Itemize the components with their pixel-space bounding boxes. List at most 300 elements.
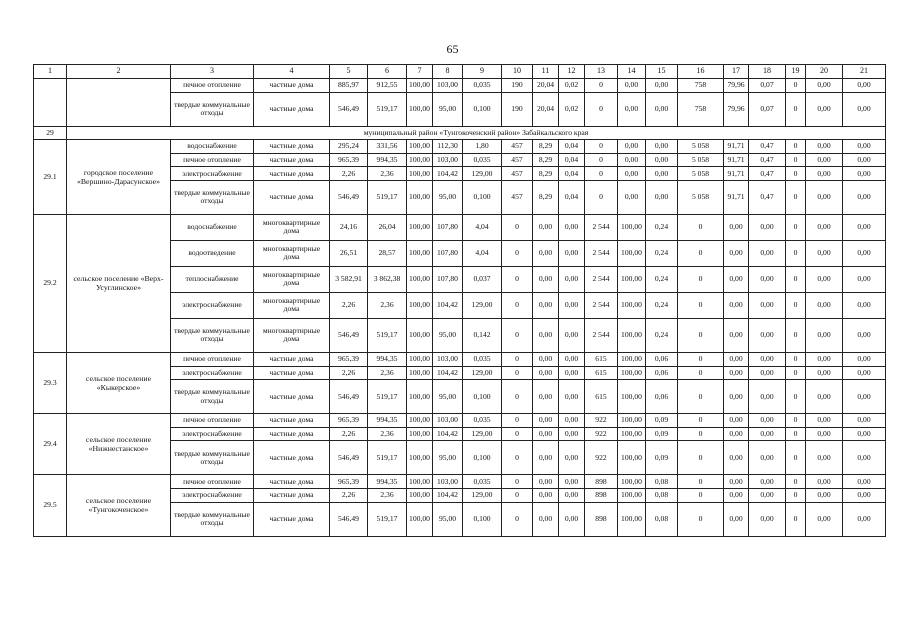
value-cell: 3 582,91 [330, 266, 368, 292]
section-row [34, 126, 886, 140]
value-cell: 0,08 [646, 488, 678, 502]
row-number-cell [34, 79, 67, 127]
value-cell: 0 [678, 427, 724, 441]
value-cell: 104,42 [433, 292, 463, 318]
value-cell: 95,00 [433, 441, 463, 475]
value-cell: 0,00 [533, 414, 559, 428]
header-cell: 14 [618, 65, 646, 79]
value-cell: 0,100 [463, 502, 502, 536]
value-cell: 0,08 [646, 502, 678, 536]
value-cell: 0,00 [559, 266, 585, 292]
value-cell: 26,04 [368, 214, 407, 240]
value-cell: 100,00 [407, 92, 433, 126]
value-cell: 519,17 [368, 180, 407, 214]
value-cell: 0 [585, 79, 618, 93]
value-cell: 0,00 [806, 502, 843, 536]
value-cell: 0,00 [843, 180, 886, 214]
table-row [34, 79, 886, 93]
value-cell: 5 058 [678, 140, 724, 154]
value-cell: 100,00 [618, 441, 646, 475]
value-cell: 0,100 [463, 92, 502, 126]
value-cell: 0 [502, 292, 533, 318]
value-cell: 0,00 [533, 366, 559, 380]
value-cell: 295,24 [330, 140, 368, 154]
value-cell: 0,00 [749, 266, 786, 292]
value-cell: 0,00 [618, 79, 646, 93]
value-cell: 2,26 [330, 366, 368, 380]
housing-type-cell: частные дома [254, 502, 330, 536]
value-cell: 0 [502, 214, 533, 240]
value-cell: 0,00 [646, 79, 678, 93]
value-cell: 0,04 [559, 140, 585, 154]
value-cell: 100,00 [618, 366, 646, 380]
value-cell: 0,00 [806, 427, 843, 441]
value-cell: 8,29 [533, 140, 559, 154]
value-cell: 0,035 [463, 79, 502, 93]
value-cell: 20,04 [533, 79, 559, 93]
value-cell: 0 [502, 502, 533, 536]
value-cell: 100,00 [407, 502, 433, 536]
value-cell: 0 [502, 380, 533, 414]
value-cell: 0,00 [559, 414, 585, 428]
value-cell: 0,07 [749, 92, 786, 126]
value-cell: 2 544 [585, 318, 618, 352]
service-cell: водоснабжение [171, 140, 254, 154]
header-cell: 17 [724, 65, 749, 79]
value-cell: 8,29 [533, 180, 559, 214]
value-cell: 0,00 [724, 214, 749, 240]
value-cell: 0 [786, 318, 806, 352]
housing-type-cell: частные дома [254, 414, 330, 428]
value-cell: 100,00 [618, 475, 646, 489]
value-cell: 104,42 [433, 488, 463, 502]
value-cell: 100,00 [407, 475, 433, 489]
value-cell: 3 862,38 [368, 266, 407, 292]
value-cell: 0,00 [559, 292, 585, 318]
value-cell: 0 [678, 441, 724, 475]
value-cell: 0,09 [646, 441, 678, 475]
housing-type-cell: частные дома [254, 153, 330, 167]
value-cell: 965,39 [330, 153, 368, 167]
value-cell: 0,09 [646, 414, 678, 428]
value-cell: 95,00 [433, 318, 463, 352]
value-cell: 457 [502, 140, 533, 154]
service-cell: электроснабжение [171, 488, 254, 502]
value-cell: 0,00 [724, 240, 749, 266]
value-cell: 95,00 [433, 502, 463, 536]
header-cell: 1 [34, 65, 67, 79]
header-cell: 9 [463, 65, 502, 79]
value-cell: 100,00 [407, 352, 433, 366]
value-cell: 519,17 [368, 92, 407, 126]
value-cell: 2,26 [330, 427, 368, 441]
value-cell: 0,00 [806, 441, 843, 475]
value-cell: 0,04 [559, 167, 585, 181]
header-cell: 16 [678, 65, 724, 79]
value-cell: 615 [585, 366, 618, 380]
value-cell: 100,00 [618, 427, 646, 441]
value-cell: 100,00 [407, 180, 433, 214]
value-cell: 0,24 [646, 240, 678, 266]
value-cell: 457 [502, 167, 533, 181]
value-cell: 5 058 [678, 153, 724, 167]
value-cell: 0,035 [463, 153, 502, 167]
value-cell: 0,00 [533, 380, 559, 414]
value-cell: 0,00 [806, 79, 843, 93]
value-cell: 100,00 [407, 414, 433, 428]
value-cell: 546,49 [330, 180, 368, 214]
value-cell: 0 [786, 441, 806, 475]
value-cell: 0 [786, 502, 806, 536]
housing-type-cell: частные дома [254, 366, 330, 380]
value-cell: 0,00 [749, 240, 786, 266]
housing-type-cell: частные дома [254, 180, 330, 214]
value-cell: 0,00 [749, 414, 786, 428]
value-cell: 0 [502, 441, 533, 475]
value-cell: 0,00 [646, 92, 678, 126]
value-cell: 0,00 [843, 140, 886, 154]
service-cell: электроснабжение [171, 427, 254, 441]
value-cell: 24,16 [330, 214, 368, 240]
value-cell: 20,04 [533, 92, 559, 126]
header-cell: 3 [171, 65, 254, 79]
value-cell: 100,00 [618, 352, 646, 366]
service-cell: электроснабжение [171, 167, 254, 181]
value-cell: 0,00 [724, 366, 749, 380]
value-cell: 0 [678, 266, 724, 292]
value-cell: 0 [786, 475, 806, 489]
value-cell: 5 058 [678, 180, 724, 214]
value-cell: 0 [786, 92, 806, 126]
value-cell: 0,00 [806, 240, 843, 266]
row-number-cell: 29.4 [34, 414, 67, 475]
value-cell: 100,00 [407, 140, 433, 154]
value-cell: 0,24 [646, 214, 678, 240]
value-cell: 0 [502, 427, 533, 441]
header-cell: 8 [433, 65, 463, 79]
value-cell: 0 [786, 214, 806, 240]
value-cell: 107,80 [433, 214, 463, 240]
header-cell: 19 [786, 65, 806, 79]
value-cell: 0,00 [559, 240, 585, 266]
value-cell: 0,00 [724, 488, 749, 502]
row-number-cell: 29.3 [34, 352, 67, 413]
value-cell: 103,00 [433, 79, 463, 93]
value-cell: 0 [678, 352, 724, 366]
value-cell: 0,00 [749, 352, 786, 366]
value-cell: 2,36 [368, 488, 407, 502]
value-cell: 615 [585, 380, 618, 414]
value-cell: 0,00 [806, 366, 843, 380]
settlement-cell: сельское поселение «Верх-Усуглинское» [67, 214, 171, 352]
value-cell: 0,00 [749, 488, 786, 502]
value-cell: 2,36 [368, 292, 407, 318]
table-row [34, 140, 886, 154]
value-cell: 0,06 [646, 380, 678, 414]
service-cell: печное отопление [171, 414, 254, 428]
value-cell: 0 [585, 167, 618, 181]
service-cell: твердые коммунальные отходы [171, 502, 254, 536]
value-cell: 922 [585, 441, 618, 475]
value-cell: 100,00 [407, 214, 433, 240]
value-cell: 0,00 [559, 352, 585, 366]
value-cell: 0,04 [559, 153, 585, 167]
value-cell: 100,00 [618, 502, 646, 536]
value-cell: 0,00 [533, 214, 559, 240]
value-cell: 100,00 [407, 427, 433, 441]
value-cell: 91,71 [724, 167, 749, 181]
value-cell: 0,00 [843, 167, 886, 181]
value-cell: 0,06 [646, 352, 678, 366]
value-cell: 0,00 [724, 292, 749, 318]
value-cell: 0,06 [646, 366, 678, 380]
value-cell: 0,47 [749, 167, 786, 181]
value-cell: 0,00 [843, 240, 886, 266]
value-cell: 0,00 [559, 366, 585, 380]
value-cell: 2 544 [585, 214, 618, 240]
value-cell: 107,80 [433, 240, 463, 266]
value-cell: 4,04 [463, 214, 502, 240]
value-cell: 0,47 [749, 180, 786, 214]
settlement-cell [67, 79, 171, 127]
value-cell: 0,00 [724, 414, 749, 428]
value-cell: 100,00 [407, 441, 433, 475]
value-cell: 0,00 [724, 266, 749, 292]
value-cell: 0,00 [533, 441, 559, 475]
value-cell: 965,39 [330, 352, 368, 366]
value-cell: 0,00 [749, 366, 786, 380]
value-cell: 0,00 [533, 266, 559, 292]
service-cell: электроснабжение [171, 292, 254, 318]
value-cell: 2,36 [368, 167, 407, 181]
row-number-cell: 29.1 [34, 140, 67, 215]
value-cell: 0 [502, 240, 533, 266]
header-cell: 5 [330, 65, 368, 79]
service-cell: твердые коммунальные отходы [171, 92, 254, 126]
value-cell: 0,00 [533, 240, 559, 266]
value-cell: 0,00 [843, 475, 886, 489]
housing-type-cell: частные дома [254, 488, 330, 502]
value-cell: 0 [585, 153, 618, 167]
table-row [34, 475, 886, 489]
value-cell: 0 [678, 318, 724, 352]
housing-type-cell: многоквартирные дома [254, 318, 330, 352]
value-cell: 0,00 [806, 380, 843, 414]
value-cell: 112,30 [433, 140, 463, 154]
value-cell: 0,00 [646, 153, 678, 167]
value-cell: 0,00 [806, 266, 843, 292]
value-cell: 0,00 [843, 318, 886, 352]
value-cell: 100,00 [407, 318, 433, 352]
housing-type-cell: многоквартирные дома [254, 292, 330, 318]
housing-type-cell: многоквартирные дома [254, 266, 330, 292]
service-cell: водоотведение [171, 240, 254, 266]
value-cell: 0,00 [618, 140, 646, 154]
value-cell: 0,100 [463, 380, 502, 414]
header-cell: 6 [368, 65, 407, 79]
value-cell: 0,00 [843, 502, 886, 536]
value-cell: 0,02 [559, 79, 585, 93]
value-cell: 0 [678, 414, 724, 428]
value-cell: 519,17 [368, 318, 407, 352]
housing-type-cell: частные дома [254, 475, 330, 489]
value-cell: 0,24 [646, 318, 678, 352]
value-cell: 546,49 [330, 502, 368, 536]
value-cell: 100,00 [407, 266, 433, 292]
settlement-cell: сельское поселение «Нижнестанское» [67, 414, 171, 475]
service-cell: водоснабжение [171, 214, 254, 240]
value-cell: 2 544 [585, 292, 618, 318]
value-cell: 100,00 [618, 214, 646, 240]
value-cell: 546,49 [330, 92, 368, 126]
value-cell: 0,00 [843, 380, 886, 414]
housing-type-cell: частные дома [254, 167, 330, 181]
tariff-table [33, 64, 886, 537]
header-cell: 15 [646, 65, 678, 79]
value-cell: 0,00 [843, 488, 886, 502]
value-cell: 8,29 [533, 167, 559, 181]
value-cell: 0,47 [749, 140, 786, 154]
value-cell: 0,00 [843, 79, 886, 93]
value-cell: 1,80 [463, 140, 502, 154]
section-title: муниципальный район «Тунгокоченский район» Забайкальского края [67, 126, 886, 140]
row-number-cell: 29.2 [34, 214, 67, 352]
value-cell: 0 [678, 240, 724, 266]
value-cell: 0,00 [806, 214, 843, 240]
header-cell: 18 [749, 65, 786, 79]
value-cell: 0,00 [806, 292, 843, 318]
value-cell: 0,00 [749, 292, 786, 318]
value-cell: 95,00 [433, 92, 463, 126]
value-cell: 0,00 [559, 502, 585, 536]
value-cell: 0 [786, 153, 806, 167]
housing-type-cell: частные дома [254, 441, 330, 475]
housing-type-cell: частные дома [254, 79, 330, 93]
value-cell: 0,00 [843, 92, 886, 126]
value-cell: 0 [786, 79, 806, 93]
header-cell: 21 [843, 65, 886, 79]
value-cell: 0,00 [533, 292, 559, 318]
value-cell: 0,00 [749, 441, 786, 475]
value-cell: 0,100 [463, 180, 502, 214]
value-cell: 0 [502, 488, 533, 502]
value-cell: 0,00 [618, 153, 646, 167]
value-cell: 0 [678, 488, 724, 502]
value-cell: 104,42 [433, 427, 463, 441]
value-cell: 91,71 [724, 140, 749, 154]
value-cell: 100,00 [618, 318, 646, 352]
value-cell: 546,49 [330, 441, 368, 475]
value-cell: 0,00 [724, 502, 749, 536]
value-cell: 457 [502, 180, 533, 214]
value-cell: 0,100 [463, 441, 502, 475]
value-cell: 0 [786, 414, 806, 428]
value-cell: 5 058 [678, 167, 724, 181]
table-row [34, 352, 886, 366]
value-cell: 519,17 [368, 441, 407, 475]
value-cell: 0,00 [843, 352, 886, 366]
value-cell: 0,035 [463, 414, 502, 428]
header-cell: 4 [254, 65, 330, 79]
value-cell: 0 [678, 380, 724, 414]
value-cell: 26,51 [330, 240, 368, 266]
value-cell: 2 544 [585, 266, 618, 292]
column-number-header [34, 65, 886, 79]
housing-type-cell: частные дома [254, 140, 330, 154]
value-cell: 103,00 [433, 475, 463, 489]
value-cell: 0,00 [843, 214, 886, 240]
settlement-cell: сельское поселение «Кыкерское» [67, 352, 171, 413]
value-cell: 0,00 [724, 475, 749, 489]
value-cell: 965,39 [330, 475, 368, 489]
value-cell: 2 544 [585, 240, 618, 266]
value-cell: 0 [678, 214, 724, 240]
header-cell: 20 [806, 65, 843, 79]
value-cell: 0,24 [646, 292, 678, 318]
value-cell: 519,17 [368, 380, 407, 414]
value-cell: 95,00 [433, 380, 463, 414]
value-cell: 0,00 [618, 167, 646, 181]
value-cell: 0 [678, 292, 724, 318]
settlement-cell: городское поселение «Вершино-Дарасунское» [67, 140, 171, 215]
value-cell: 0,00 [749, 475, 786, 489]
value-cell: 0 [502, 352, 533, 366]
value-cell: 0,00 [724, 352, 749, 366]
value-cell: 0 [502, 318, 533, 352]
header-cell: 11 [533, 65, 559, 79]
value-cell: 758 [678, 92, 724, 126]
housing-type-cell: частные дома [254, 92, 330, 126]
value-cell: 0,07 [749, 79, 786, 93]
value-cell: 0,00 [559, 488, 585, 502]
value-cell: 0 [786, 167, 806, 181]
service-cell: печное отопление [171, 79, 254, 93]
value-cell: 103,00 [433, 352, 463, 366]
value-cell: 0,00 [724, 441, 749, 475]
value-cell: 0,00 [559, 475, 585, 489]
value-cell: 0,04 [559, 180, 585, 214]
value-cell: 104,42 [433, 167, 463, 181]
value-cell: 0,00 [559, 318, 585, 352]
service-cell: электроснабжение [171, 366, 254, 380]
value-cell: 0 [502, 366, 533, 380]
value-cell: 0,00 [843, 266, 886, 292]
value-cell: 100,00 [618, 414, 646, 428]
value-cell: 922 [585, 427, 618, 441]
value-cell: 100,00 [407, 167, 433, 181]
value-cell: 885,97 [330, 79, 368, 93]
value-cell: 331,56 [368, 140, 407, 154]
value-cell: 190 [502, 92, 533, 126]
value-cell: 0,00 [618, 92, 646, 126]
value-cell: 0 [502, 414, 533, 428]
value-cell: 107,80 [433, 266, 463, 292]
value-cell: 129,00 [463, 488, 502, 502]
housing-type-cell: частные дома [254, 352, 330, 366]
value-cell: 994,35 [368, 414, 407, 428]
value-cell: 2,26 [330, 292, 368, 318]
value-cell: 0 [502, 266, 533, 292]
value-cell: 0,02 [559, 92, 585, 126]
value-cell: 898 [585, 488, 618, 502]
value-cell: 0 [678, 502, 724, 536]
value-cell: 0,00 [843, 441, 886, 475]
value-cell: 0,00 [646, 167, 678, 181]
value-cell: 129,00 [463, 292, 502, 318]
value-cell: 129,00 [463, 366, 502, 380]
value-cell: 100,00 [618, 488, 646, 502]
value-cell: 615 [585, 352, 618, 366]
